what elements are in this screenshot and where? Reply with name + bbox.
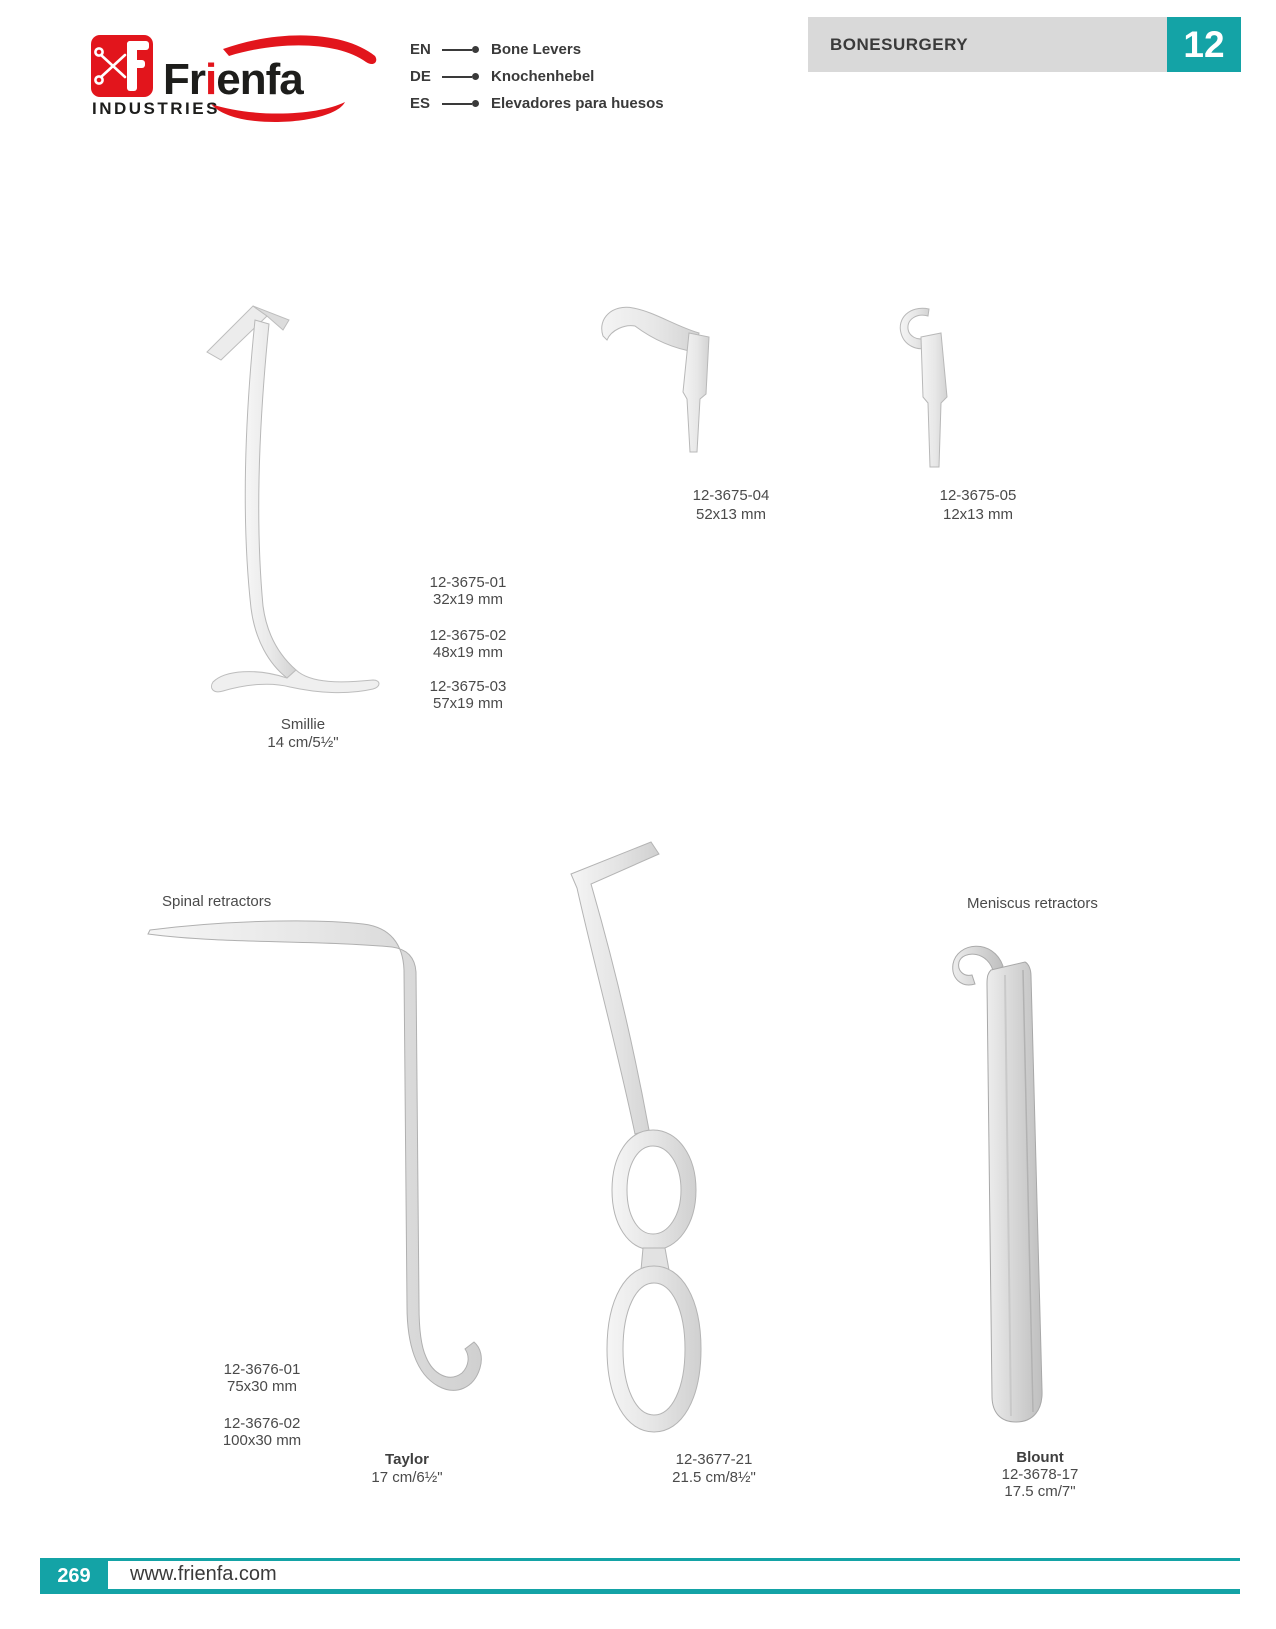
product-code: 12-3675-05	[939, 487, 1017, 504]
translation-list	[410, 36, 664, 117]
variant-size: 48x19 mm	[432, 644, 504, 661]
bone-lever-05-image	[895, 305, 975, 485]
language-code: DE	[410, 68, 431, 85]
brand-logo	[85, 25, 385, 125]
brand-subtitle: INDUSTRIES	[92, 99, 220, 118]
footer-bar	[40, 1558, 1240, 1594]
page-number-badge: 269	[57, 1565, 91, 1587]
product-name: Blount	[1016, 1449, 1064, 1466]
product-size: 52x13 mm	[695, 506, 767, 523]
spinal-section-label: Spinal retractors	[162, 893, 272, 910]
product-code: 12-3677-21	[675, 1451, 753, 1468]
variant-code: 12-3675-01	[429, 574, 507, 591]
product-size: 12x13 mm	[942, 506, 1014, 523]
website-url: www.frienfa.com	[130, 1563, 277, 1585]
product-length: 17.5 cm/7"	[1004, 1483, 1076, 1500]
bullet-icon	[472, 73, 479, 80]
product-code: 12-3678-17	[1001, 1466, 1079, 1483]
chapter-number-badge: 12	[1167, 17, 1241, 72]
bone-lever-04-image	[595, 300, 735, 475]
connector-line	[442, 103, 472, 105]
footer-website-strip	[108, 1561, 1240, 1589]
variant-size: 100x30 mm	[222, 1432, 302, 1449]
translation-row-de	[410, 63, 664, 90]
product-length: 14 cm/5½"	[267, 734, 339, 751]
variant-size: 32x19 mm	[432, 591, 504, 608]
variant-code: 12-3675-03	[429, 678, 507, 695]
product-name: Smillie	[280, 716, 326, 733]
product-code: 12-3675-04	[692, 487, 770, 504]
variant-size: 75x30 mm	[226, 1378, 298, 1395]
category-bar	[808, 17, 1241, 72]
language-code: ES	[410, 95, 431, 112]
translation-row-en	[410, 36, 664, 63]
connector-line	[442, 49, 472, 51]
bullet-icon	[472, 46, 479, 53]
variant-size: 57x19 mm	[432, 695, 504, 712]
meniscus-section-label: Meniscus retractors	[967, 895, 1098, 912]
product-length: 21.5 cm/8½"	[672, 1469, 756, 1486]
smillie-retractor-image	[195, 288, 395, 713]
variant-code: 12-3676-02	[223, 1415, 301, 1432]
translation-label: Knochenhebel	[491, 68, 595, 85]
language-code: EN	[410, 41, 431, 58]
connector-line	[442, 76, 472, 78]
translation-label: Bone Levers	[491, 41, 582, 58]
variant-code: 12-3676-01	[223, 1361, 301, 1378]
product-name: Taylor	[385, 1451, 429, 1468]
variant-code: 12-3675-02	[429, 627, 507, 644]
ring-handle-retractor-image	[555, 838, 725, 1438]
translation-row-es	[410, 90, 664, 117]
product-length: 17 cm/6½"	[371, 1469, 443, 1486]
brand-name: Frienfa	[163, 55, 303, 104]
translation-label: Elevadores para huesos	[491, 95, 664, 112]
blount-retractor-image	[945, 920, 1065, 1450]
bullet-icon	[472, 100, 479, 107]
category-title: BONESURGERY	[830, 35, 969, 54]
